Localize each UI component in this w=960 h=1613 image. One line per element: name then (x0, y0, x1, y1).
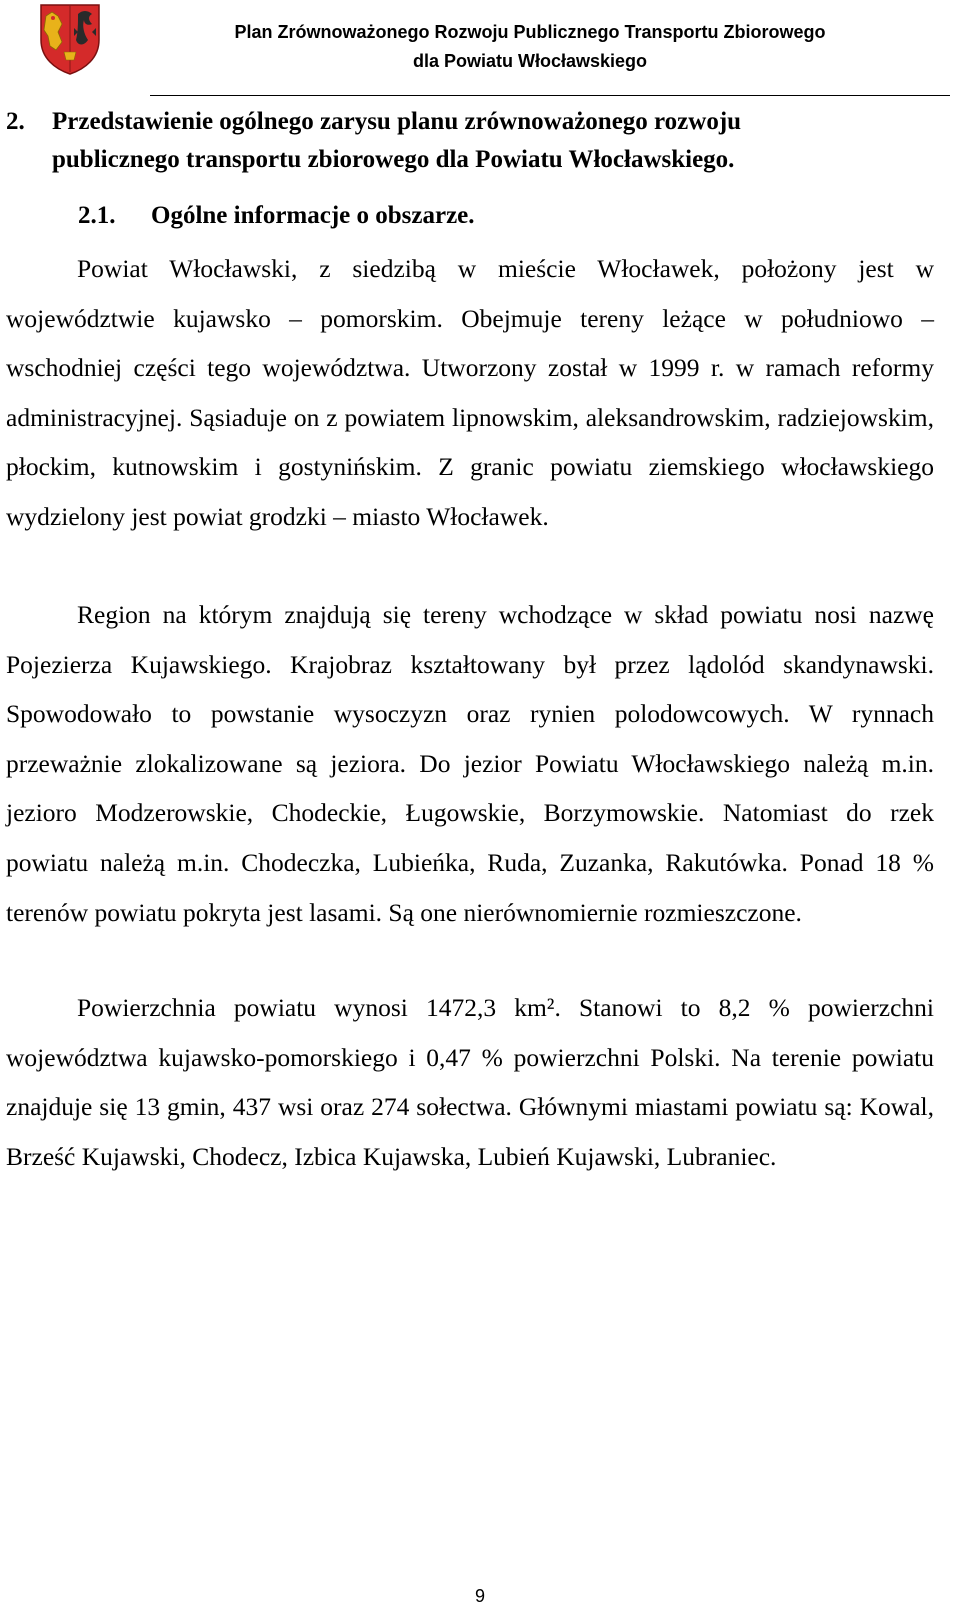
section-number: 2. (6, 108, 25, 135)
document-header (130, 18, 930, 76)
coat-of-arms-icon (38, 2, 102, 76)
section-title-line2: publicznego transportu zbiorowego dla Powiatu Włocławskiego. (52, 146, 735, 173)
section-title-line1: Przedstawienie ogólnego zarysu planu zrównoważonego rozwoju (52, 108, 742, 135)
paragraph: Powierzchnia powiatu wynosi 1472,3 km². Stanowi to 8,2 % powierzchni województwa kujawsko-pomorskiego i 0,47 % powierzchni Polski. Na terenie powiatu znajduje się 13 gmin, 437 wsi oraz 274 sołectwa. Głównymi miastami powiatu są: Kowal, Brześć Kujawski, Chodecz, Izbica Kujawska, Lubień Kujawski, Lubraniec. (6, 993, 934, 1171)
paragraph-1-block (6, 244, 934, 542)
section-heading (6, 103, 886, 179)
header-divider (150, 95, 950, 96)
header-title-line2: dla Powiatu Włocławskiego (412, 51, 648, 71)
page-number: 9 (474, 1586, 485, 1606)
paragraph: Region na którym znajdują się tereny wchodzące w skład powiatu nosi nazwę Pojezierza Kujawskiego. Krajobraz kształtowany był przez lądolód skandynawski. Spowodowało to powstanie wysoczyzn oraz rynien polodowcowych. W rynnach przeważnie zlokalizowane są jeziora. Do jezior Powiatu Włocławskiego należą m.in. jezioro Modzerowskie, Chodeckie, Ługowskie, Borzymowskie. Natomiast do rzek powiatu należą m.in. Chodeczka, Lubieńka, Ruda, Zuzanka, Rakutówka. Ponad 18 % terenów powiatu pokryta jest lasami. Są one nierównomiernie rozmieszczone. (6, 600, 934, 927)
paragraph: Powiat Włocławski, z siedzibą w mieście Włocławek, położony jest w województwie kujawsko – pomorskim. Obejmuje tereny leżące w południowo – wschodniej części tego województwa. Utworzony został w 1999 r. w ramach reformy administracyjnej. Sąsiaduje on z powiatem lipnowskim, aleksandrowskim, radziejowskim, płockim, kutnowskim i gostynińskim. Z granic powiatu ziemskiego włocławskiego wydzielony jest powiat grodzki – miasto Włocławek. (6, 254, 934, 531)
subsection-title: Ogólne informacje o obszarze. (151, 202, 475, 229)
subsection-number: 2.1. (78, 202, 116, 229)
paragraph-3-block (6, 983, 934, 1181)
subsection-heading (78, 197, 475, 235)
paragraph-2-block (6, 590, 934, 937)
header-title-line1: Plan Zrównoważonego Rozwoju Publicznego Transportu Zbiorowego (234, 22, 826, 42)
